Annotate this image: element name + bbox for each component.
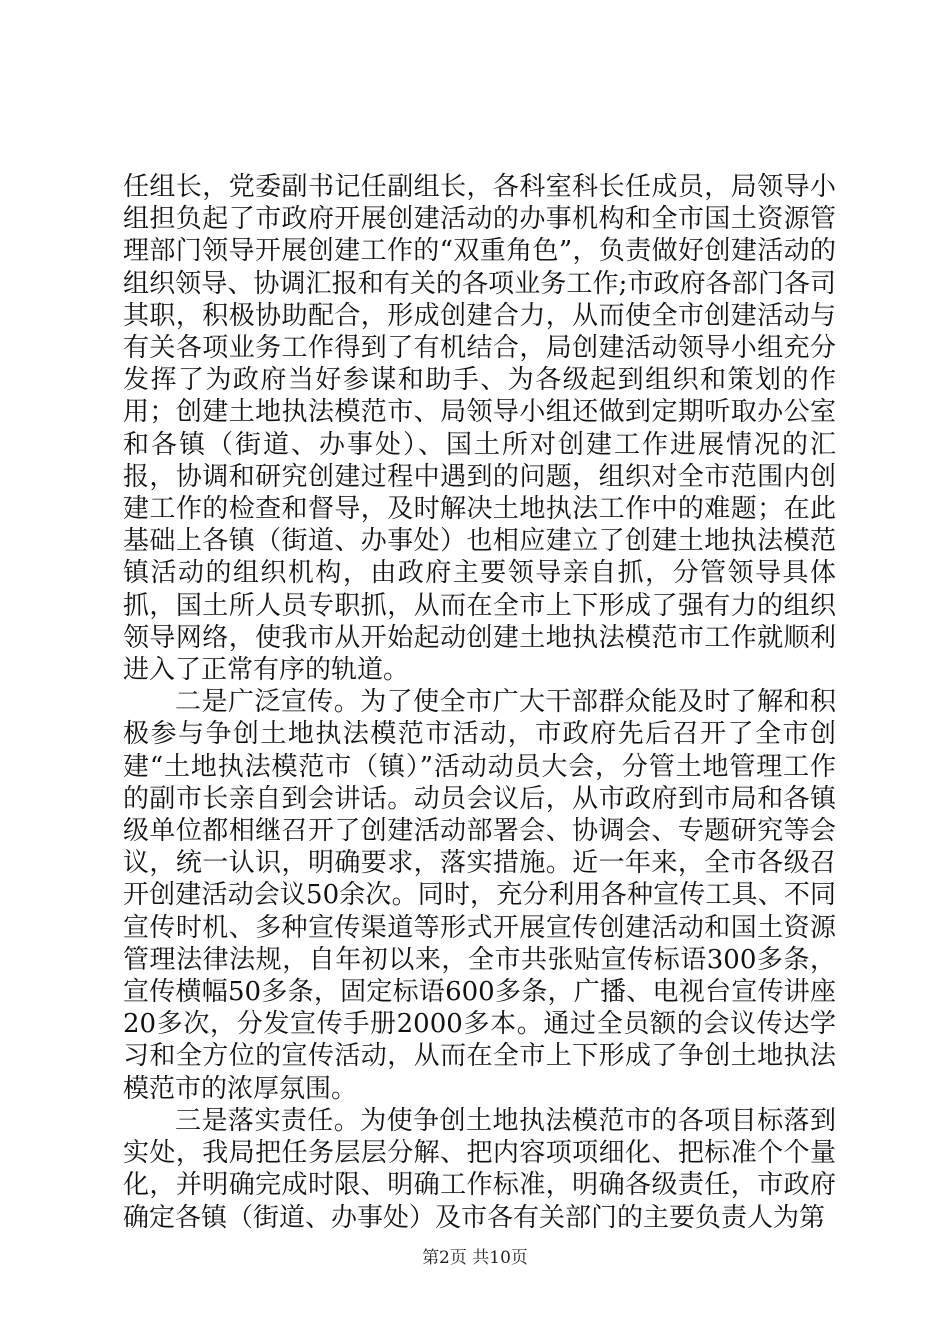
page-number-footer: 第2页 共10页	[422, 1248, 528, 1268]
document-body	[123, 171, 836, 1234]
paragraph-publicity: 二是广泛宣传。为了使全市广大干部群众能及时了解和积极参与争创土地执法模范市活动，市政府先后召开了全市创建“土地执法模范市（镇）”活动动员大会，分管土地管理工作的副市长亲自到会讲话。动员会议后，从市政府到市局和各镇级单位都相继召开了创建活动部署会、协调会、专题研究等会议，统一认识，明确要求，落实措施。近一年来，全市各级召开创建活动会议50余次。同时，充分利用各种宣传工具、不同宣传时机、多种宣传渠道等形式开展宣传创建活动和国土资源管理法律法规，自年初以来，全市共张贴宣传标语300多条，宣传横幅50多条，固定标语600多条，广播、电视台宣传讲座20多次，分发宣传手册2000多本。通过全员额的会议传达学习和全方位的宣传活动，从而在全市上下形成了争创土地执法模范市的浓厚氛围。	[123, 687, 836, 1104]
paragraph-responsibility: 三是落实责任。为使争创土地执法模范市的各项目标落到实处，我局把任务层层分解、把内容项项细化、把标准个个量化，并明确完成时限、明确工作标准，明确各级责任，市政府确定各镇（街道、办事处）及市各有关部门的主要负责人为第	[123, 1105, 836, 1233]
paragraph-continuation: 任组长，党委副书记任副组长，各科室科长任成员，局领导小组担负起了市政府开展创建活动的办事机构和全市国土资源管理部门领导开展创建工作的“双重角色”，负责做好创建活动的组织领导、协调汇报和有关的各项业务工作;市政府各部门各司其职，积极协助配合，形成创建合力，从而使全市创建活动与有关各项业务工作得到了有机结合，局创建活动领导小组充分发挥了为政府当好参谋和助手、为各级起到组织和策划的作用；创建土地执法模范市、局领导小组还做到定期听取办公室和各镇（街道、办事处）、国土所对创建工作进展情况的汇报，协调和研究创建过程中遇到的问题，组织对全市范围内创建工作的检查和督导，及时解决土地执法工作中的难题；在此基础上各镇（街道、办事处）也相应建立了创建土地执法模范镇活动的组织机构，由政府主要领导亲自抓，分管领导具体抓，国土所人员专职抓，从而在全市上下形成了强有力的组织领导网络，使我市从开始起动创建土地执法模范市工作就顺利进入了正常有序的轨道。	[123, 172, 836, 686]
